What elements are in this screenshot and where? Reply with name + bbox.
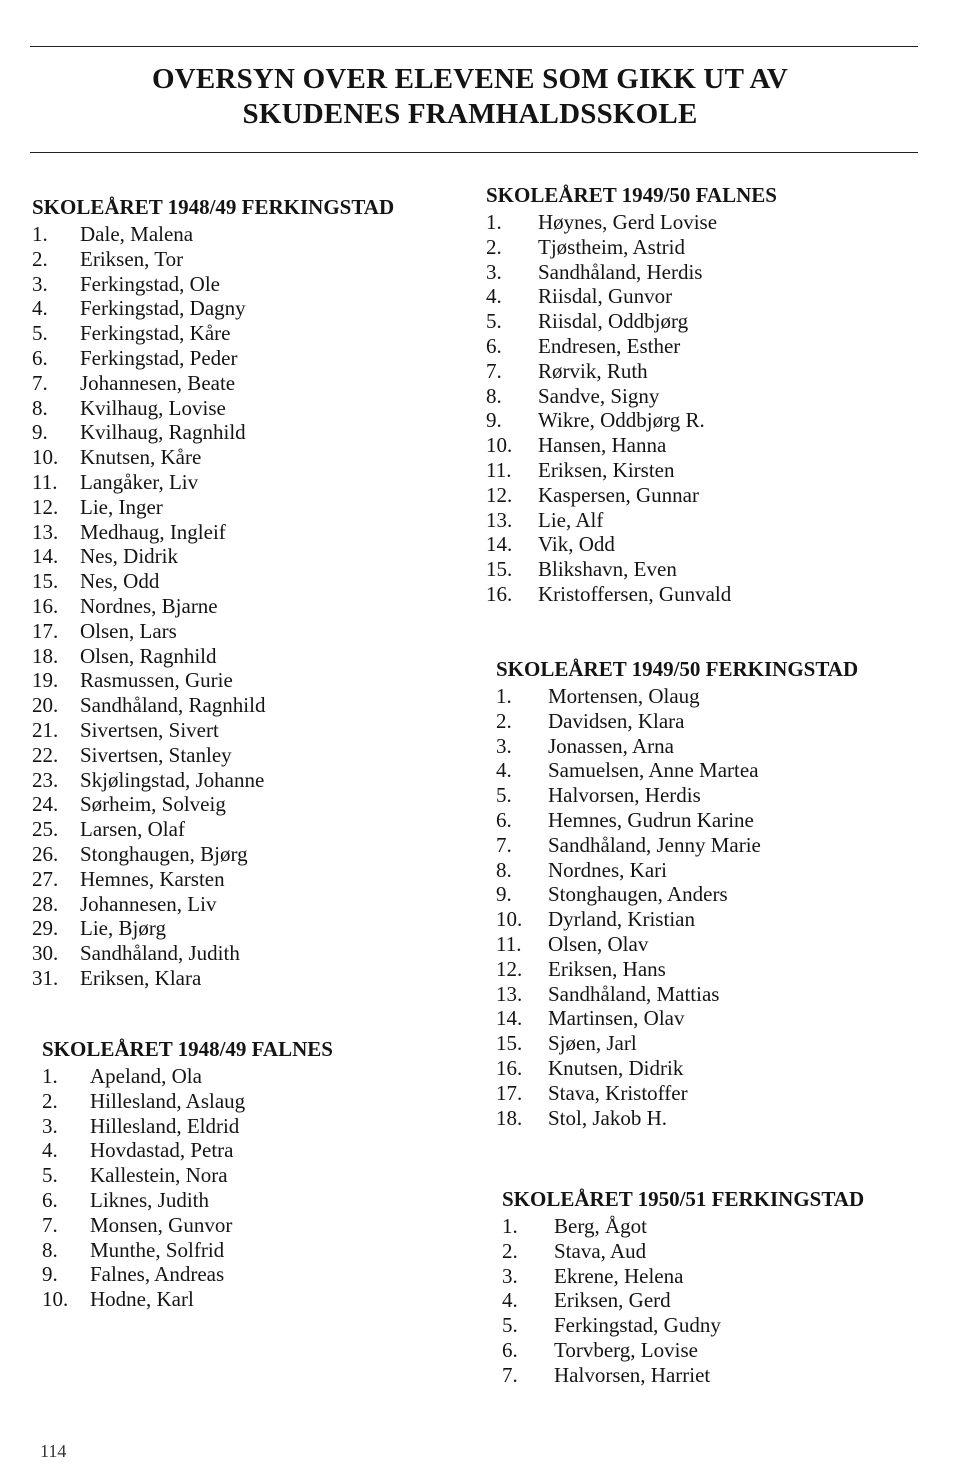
section-1949-50-ferkingstad: [496, 656, 858, 1130]
section-heading: SKOLEÅRET 1949/50 FERKINGSTAD: [496, 657, 859, 681]
student-name: Sandhåland, Jenny Marie: [548, 832, 761, 857]
item-number: 9.: [42, 1262, 58, 1287]
item-number: 8.: [42, 1237, 58, 1262]
item-number: 3.: [32, 271, 48, 296]
list-item: [32, 495, 394, 520]
student-name: Samuelsen, Anne Martea: [548, 758, 759, 783]
list-item: [42, 1089, 333, 1114]
list-item: [32, 792, 394, 817]
section-1949-50-falnes: [486, 182, 777, 607]
list-item: [32, 668, 394, 693]
list-item: [486, 557, 777, 582]
student-name: Ferkingstad, Kåre: [80, 321, 231, 346]
student-name: Ferkingstad, Ole: [80, 271, 220, 296]
item-number: 10.: [486, 433, 513, 458]
student-name: Eriksen, Kirsten: [538, 457, 675, 482]
item-number: 12.: [32, 494, 59, 519]
item-number: 28.: [32, 891, 59, 916]
list-item: [486, 532, 777, 557]
section-1948-49-falnes: [42, 1036, 333, 1312]
student-name: Tjøstheim, Astrid: [538, 234, 685, 259]
list-item: [486, 384, 777, 409]
list-item: [32, 396, 394, 421]
student-name: Kristoffersen, Gunvald: [538, 581, 732, 606]
student-name: Jonassen, Arna: [548, 733, 674, 758]
list-item: [32, 321, 394, 346]
list-item: [32, 842, 394, 867]
list-item: [32, 296, 394, 321]
student-name: Nes, Didrik: [80, 544, 178, 569]
student-name: Knutsen, Didrik: [548, 1055, 684, 1080]
item-number: 2.: [502, 1238, 518, 1263]
student-name: Lie, Inger: [80, 494, 163, 519]
list-item: [502, 1363, 864, 1388]
list-item: [32, 619, 394, 644]
item-number: 14.: [32, 544, 59, 569]
item-number: 16.: [32, 593, 59, 618]
student-name: Monsen, Gunvor: [90, 1212, 233, 1237]
item-number: 15.: [486, 557, 513, 582]
student-name: Dyrland, Kristian: [548, 907, 695, 932]
item-number: 30.: [32, 941, 59, 966]
list-item: [32, 966, 394, 991]
item-number: 3.: [486, 259, 502, 284]
item-number: 8.: [496, 857, 512, 882]
student-name: Ferkingstad, Dagny: [80, 296, 246, 321]
list-item: [32, 867, 394, 892]
list-item: [486, 210, 777, 235]
item-number: 20.: [32, 693, 59, 718]
list-item: [32, 644, 394, 669]
student-name: Nordnes, Bjarne: [80, 593, 218, 618]
item-number: 5.: [496, 783, 512, 808]
student-name: Olsen, Olav: [548, 931, 649, 956]
list-item: [496, 783, 858, 808]
item-number: 3.: [502, 1263, 518, 1288]
list-item: [496, 907, 858, 932]
list-item: [496, 1006, 858, 1031]
item-number: 7.: [32, 370, 48, 395]
item-number: 4.: [496, 758, 512, 783]
list-item: [32, 569, 394, 594]
student-name: Kaspersen, Gunnar: [538, 482, 699, 507]
student-name: Olsen, Lars: [80, 618, 177, 643]
item-number: 2.: [496, 708, 512, 733]
student-name: Ferkingstad, Peder: [80, 345, 238, 370]
list-item: [496, 1056, 858, 1081]
student-name: Medhaug, Ingleif: [80, 519, 226, 544]
section-1948-49-ferkingstad: [32, 194, 394, 991]
student-name: Davidsen, Klara: [548, 708, 685, 733]
item-number: 19.: [32, 668, 59, 693]
list-item: [496, 758, 858, 783]
list-item: [502, 1313, 864, 1338]
student-name: Kvilhaug, Ragnhild: [80, 420, 246, 445]
student-name: Halvorsen, Harriet: [554, 1362, 711, 1387]
item-number: 9.: [496, 882, 512, 907]
list-item: [486, 433, 777, 458]
student-name: Halvorsen, Herdis: [548, 783, 701, 808]
item-number: 26.: [32, 841, 59, 866]
list-item: [42, 1163, 333, 1188]
list-item: [42, 1188, 333, 1213]
student-list: [486, 210, 777, 607]
item-number: 6.: [486, 333, 502, 358]
item-number: 4.: [32, 296, 48, 321]
list-item: [32, 892, 394, 917]
page-title-line-1: OVERSYN OVER ELEVENE SOM GIKK UT AV: [151, 63, 788, 95]
student-name: Sørheim, Solveig: [80, 792, 226, 817]
item-number: 16.: [486, 581, 513, 606]
student-name: Rørvik, Ruth: [538, 358, 648, 383]
student-name: Hillesland, Eldrid: [90, 1113, 240, 1138]
item-number: 5.: [32, 321, 48, 346]
item-number: 8.: [32, 395, 48, 420]
student-name: Hemnes, Gudrun Karine: [548, 807, 754, 832]
item-number: 1.: [32, 222, 48, 246]
list-item: [42, 1287, 333, 1312]
item-number: 14.: [496, 1006, 523, 1031]
student-name: Endresen, Esther: [538, 333, 681, 358]
list-item: [486, 483, 777, 508]
student-name: Falnes, Andreas: [90, 1262, 225, 1287]
item-number: 7.: [42, 1212, 58, 1237]
item-number: 15.: [32, 569, 59, 594]
list-item: [502, 1239, 864, 1264]
list-item: [496, 833, 858, 858]
list-item: [42, 1114, 333, 1139]
student-name: Hodne, Karl: [90, 1287, 194, 1312]
list-item: [502, 1214, 864, 1239]
list-item: [502, 1288, 864, 1313]
item-number: 2.: [486, 234, 502, 259]
student-name: Nordnes, Kari: [548, 857, 667, 882]
item-number: 29.: [32, 916, 59, 941]
item-number: 3.: [496, 733, 512, 758]
student-name: Skjølingstad, Johanne: [80, 767, 265, 792]
item-number: 11.: [486, 457, 512, 482]
student-name: Langåker, Liv: [80, 469, 199, 494]
list-item: [496, 858, 858, 883]
list-item: [496, 808, 858, 833]
list-item: [496, 982, 858, 1007]
student-name: Sandhåland, Ragnhild: [80, 693, 266, 718]
list-item: [486, 458, 777, 483]
item-number: 24.: [32, 792, 59, 817]
student-name: Dale, Malena: [80, 222, 194, 246]
list-item: [496, 1031, 858, 1056]
student-name: Sandhåland, Mattias: [548, 981, 720, 1006]
item-number: 6.: [42, 1187, 58, 1212]
student-list: [502, 1214, 864, 1388]
student-name: Stol, Jakob H.: [548, 1105, 668, 1130]
student-name: Ferkingstad, Gudny: [554, 1313, 721, 1338]
list-item: [32, 768, 394, 793]
list-item: [496, 932, 858, 957]
list-item: [502, 1264, 864, 1289]
item-number: 12.: [496, 956, 523, 981]
item-number: 14.: [486, 532, 513, 557]
list-item: [32, 743, 394, 768]
list-item: [502, 1338, 864, 1363]
item-number: 8.: [486, 383, 502, 408]
section-1950-51-ferkingstad: [502, 1186, 864, 1388]
item-number: 9.: [486, 408, 502, 433]
student-name: Eriksen, Tor: [80, 246, 184, 271]
list-item: [32, 941, 394, 966]
item-number: 5.: [486, 309, 502, 334]
student-name: Wikre, Oddbjørg R.: [538, 408, 705, 433]
item-number: 31.: [32, 965, 59, 990]
list-item: [32, 520, 394, 545]
section-heading: SKOLEÅRET 1948/49 FALNES: [42, 1037, 333, 1061]
student-name: Rasmussen, Gurie: [80, 668, 233, 693]
student-name: Sivertsen, Stanley: [80, 742, 232, 767]
title-divider-rule: [30, 152, 918, 153]
item-number: 4.: [486, 284, 502, 309]
student-name: Stava, Aud: [554, 1238, 647, 1263]
item-number: 10.: [32, 445, 59, 470]
item-number: 21.: [32, 717, 59, 742]
student-name: Høynes, Gerd Lovise: [538, 210, 718, 234]
list-item: [32, 272, 394, 297]
student-name: Hillesland, Aslaug: [90, 1088, 246, 1113]
list-item: [32, 718, 394, 743]
item-number: 1.: [42, 1064, 58, 1088]
list-item: [32, 817, 394, 842]
item-number: 27.: [32, 866, 59, 891]
list-item: [32, 470, 394, 495]
section-heading: SKOLEÅRET 1948/49 FERKINGSTAD: [32, 195, 395, 219]
item-number: 9.: [32, 420, 48, 445]
student-name: Hemnes, Karsten: [80, 866, 225, 891]
page-title-line-2: SKUDENES FRAMHALDSSKOLE: [242, 98, 698, 130]
list-item: [42, 1138, 333, 1163]
item-number: 25.: [32, 817, 59, 842]
student-name: Sjøen, Jarl: [548, 1031, 637, 1056]
list-item: [486, 508, 777, 533]
student-list: [42, 1064, 333, 1312]
student-name: Hovdastad, Petra: [90, 1138, 234, 1163]
student-name: Knutsen, Kåre: [80, 445, 202, 470]
student-name: Sandve, Signy: [538, 383, 660, 408]
student-name: Munthe, Solfrid: [90, 1237, 225, 1262]
student-name: Kvilhaug, Lovise: [80, 395, 226, 420]
list-item: [32, 916, 394, 941]
item-number: 13.: [32, 519, 59, 544]
item-number: 7.: [496, 832, 512, 857]
item-number: 4.: [42, 1138, 58, 1163]
student-name: Nes, Odd: [80, 569, 160, 594]
list-item: [486, 284, 777, 309]
student-name: Eriksen, Hans: [548, 956, 666, 981]
list-item: [496, 957, 858, 982]
item-number: 7.: [486, 358, 502, 383]
list-item: [32, 693, 394, 718]
student-list: [496, 684, 858, 1130]
student-name: Lie, Bjørg: [80, 916, 166, 941]
item-number: 2.: [42, 1088, 58, 1113]
list-item: [32, 346, 394, 371]
student-name: Berg, Ågot: [554, 1214, 647, 1238]
section-heading: SKOLEÅRET 1949/50 FALNES: [486, 183, 777, 207]
student-name: Ekrene, Helena: [554, 1263, 684, 1288]
list-item: [32, 222, 394, 247]
list-item: [32, 544, 394, 569]
list-item: [32, 594, 394, 619]
list-item: [42, 1064, 333, 1089]
student-name: Sandhåland, Herdis: [538, 259, 703, 284]
student-name: Kallestein, Nora: [90, 1163, 228, 1188]
section-heading: SKOLEÅRET 1950/51 FERKINGSTAD: [502, 1187, 865, 1211]
list-item: [486, 334, 777, 359]
item-number: 5.: [502, 1313, 518, 1338]
student-name: Hansen, Hanna: [538, 433, 667, 458]
list-item: [496, 1106, 858, 1131]
student-name: Martinsen, Olav: [548, 1006, 685, 1031]
item-number: 15.: [496, 1031, 523, 1056]
item-number: 1.: [486, 210, 502, 234]
list-item: [32, 420, 394, 445]
item-number: 17.: [496, 1080, 523, 1105]
item-number: 22.: [32, 742, 59, 767]
student-name: Johannesen, Liv: [80, 891, 217, 916]
item-number: 11.: [496, 931, 522, 956]
item-number: 6.: [496, 807, 512, 832]
student-name: Stonghaugen, Anders: [548, 882, 728, 907]
item-number: 17.: [32, 618, 59, 643]
item-number: 3.: [42, 1113, 58, 1138]
student-name: Olsen, Ragnhild: [80, 643, 217, 668]
item-number: 18.: [496, 1105, 523, 1130]
student-name: Blikshavn, Even: [538, 557, 677, 582]
item-number: 12.: [486, 482, 513, 507]
student-name: Apeland, Ola: [90, 1064, 202, 1088]
student-name: Sandhåland, Judith: [80, 941, 240, 966]
list-item: [486, 309, 777, 334]
list-item: [496, 684, 858, 709]
item-number: 1.: [496, 684, 512, 708]
item-number: 11.: [32, 469, 58, 494]
item-number: 16.: [496, 1055, 523, 1080]
item-number: 4.: [502, 1288, 518, 1313]
item-number: 10.: [42, 1287, 69, 1312]
list-item: [486, 260, 777, 285]
list-item: [486, 359, 777, 384]
item-number: 1.: [502, 1214, 518, 1238]
student-name: Riisdal, Oddbjørg: [538, 309, 689, 334]
item-number: 18.: [32, 643, 59, 668]
student-name: Eriksen, Gerd: [554, 1288, 671, 1313]
student-name: Lie, Alf: [538, 507, 604, 532]
list-item: [32, 247, 394, 272]
top-rule: [30, 46, 918, 47]
list-item: [32, 445, 394, 470]
student-name: Eriksen, Klara: [80, 965, 202, 990]
list-item: [486, 408, 777, 433]
student-name: Riisdal, Gunvor: [538, 284, 673, 309]
student-name: Stonghaugen, Bjørg: [80, 841, 248, 866]
student-list: [32, 222, 394, 991]
item-number: 7.: [502, 1362, 518, 1387]
list-item: [486, 235, 777, 260]
list-item: [42, 1213, 333, 1238]
item-number: 2.: [32, 246, 48, 271]
student-name: Torvberg, Lovise: [554, 1337, 698, 1362]
student-name: Stava, Kristoffer: [548, 1080, 688, 1105]
list-item: [496, 882, 858, 907]
student-name: Larsen, Olaf: [80, 817, 185, 842]
list-item: [496, 734, 858, 759]
list-item: [496, 709, 858, 734]
item-number: 6.: [32, 345, 48, 370]
item-number: 13.: [496, 981, 523, 1006]
list-item: [496, 1081, 858, 1106]
student-name: Sivertsen, Sivert: [80, 717, 219, 742]
list-item: [42, 1238, 333, 1263]
item-number: 5.: [42, 1163, 58, 1188]
item-number: 6.: [502, 1337, 518, 1362]
student-name: Liknes, Judith: [90, 1187, 209, 1212]
item-number: 13.: [486, 507, 513, 532]
list-item: [486, 582, 777, 607]
student-name: Mortensen, Olaug: [548, 684, 700, 708]
student-name: Vik, Odd: [538, 532, 615, 557]
list-item: [32, 371, 394, 396]
item-number: 23.: [32, 767, 59, 792]
item-number: 10.: [496, 907, 523, 932]
list-item: [42, 1262, 333, 1287]
page-number: 114: [40, 1441, 67, 1461]
student-name: Johannesen, Beate: [80, 370, 236, 395]
